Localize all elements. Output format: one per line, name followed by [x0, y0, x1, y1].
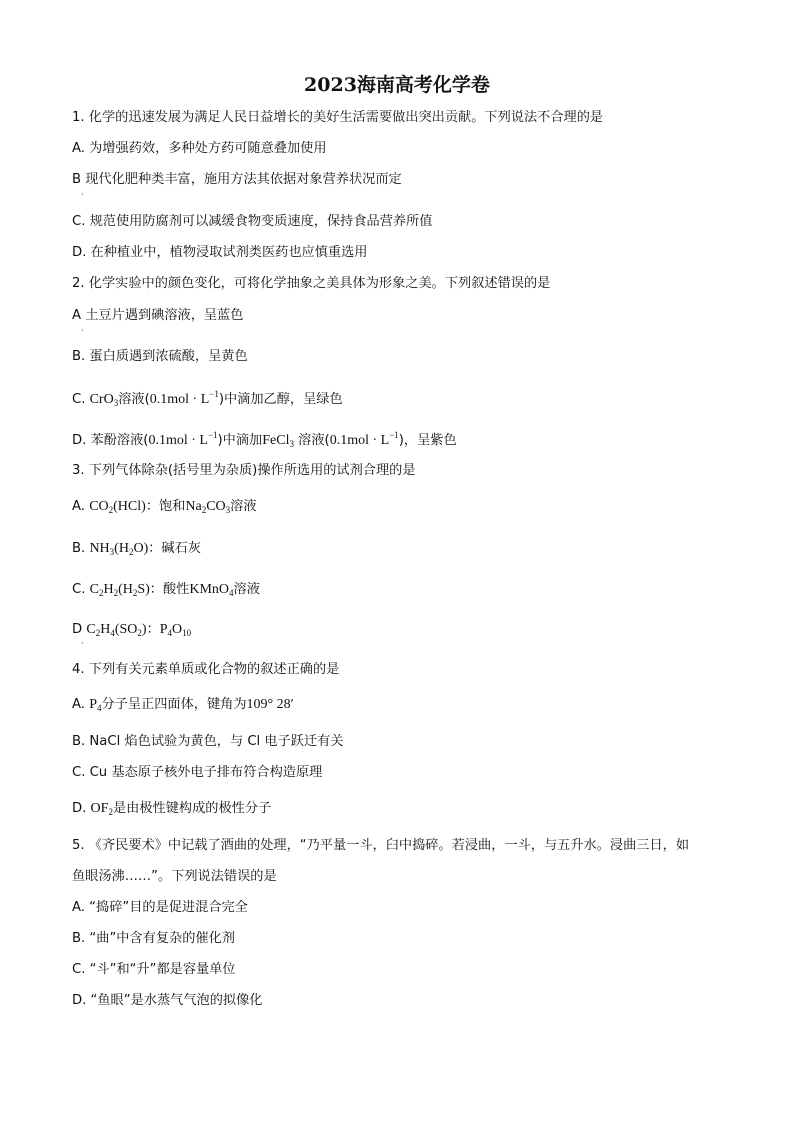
question-3-stem: 3. 下列气体除杂(括号里为杂质)操作所选用的试剂合理的是: [72, 463, 416, 478]
question-4-option-b: B. NaCl 焰色试验为黄色，与 Cl 电子跃迁有关: [72, 734, 344, 749]
question-4-option-c: C. Cu 基态原子核外电子排布符合构造原理: [72, 765, 323, 780]
question-5-option-c: C. “斗”和“升”都是容量单位: [72, 962, 236, 977]
question-2-stem: 2. 化学实验中的颜色变化，可将化学抽象之美具体为形象之美。下列叙述错误的是: [72, 276, 551, 291]
question-3-option-d: D $C_2H_4(SO_2)$：$P_4O_{10}$: [72, 622, 192, 638]
question-2-option-b: B. 蛋白质遇到浓硫酸，呈黄色: [72, 349, 248, 364]
question-4-option-d: D. $OF_2$是由极性键构成的极性分子: [72, 801, 272, 817]
question-3-option-b: B. $NH_3(H_2O)$：碱石灰: [72, 541, 201, 557]
question-1-option-b: B 现代化肥种类丰富，施用方法其依据对象营养状况而定: [72, 172, 402, 187]
option-marker-dot: ·: [81, 190, 84, 199]
question-1-option-d: D. 在种植业中，植物浸取试剂类医药也应慎重选用: [72, 245, 368, 260]
question-4-stem: 4. 下列有关元素单质或化合物的叙述正确的是: [72, 662, 340, 677]
question-3-option-c: C. $C_2H_2(H_2S)$：酸性KMnO$_4$溶液: [72, 582, 260, 598]
question-4-option-a: A. $P_4$分子呈正四面体，键角为109° 28′: [72, 697, 294, 713]
question-2-option-a: A 土豆片遇到碘溶液，呈蓝色: [72, 308, 244, 323]
option-marker-dot: ·: [81, 639, 84, 648]
question-1-stem: 1. 化学的迅速发展为满足人民日益增长的美好生活需要做出突出贡献。下列说法不合理的是: [72, 110, 604, 125]
question-3-option-a: A. $CO_2(HCl)$：饱和$Na_2CO_3$溶液: [72, 499, 257, 515]
question-5-stem-line-1: 5. 《齐民要术》中记载了酒曲的处理，“乃平量一斗，臼中捣碎。若浸曲，一斗，与五升水。浸曲三日，如: [72, 838, 690, 853]
page-title: 2023海南高考化学卷: [304, 74, 490, 96]
question-2-option-c: C. CrO$_3$溶液$(0.1mol \cdot L^{-1})$中滴加乙醇，呈绿色: [72, 389, 343, 408]
option-marker-dot: ·: [81, 326, 84, 335]
question-5-option-a: A. “捣碎”目的是促进混合完全: [72, 900, 248, 915]
question-2-option-d: D. 苯酚溶液$(0.1mol \cdot L^{-1})$中滴加FeCl$_3$ 溶液$(0.1mol \cdot L^{-1})$，呈紫色: [72, 430, 457, 449]
question-1-option-a: A. 为增强药效，多种处方药可随意叠加使用: [72, 141, 327, 156]
question-5-stem-line-2: 鱼眼汤沸……”。下列说法错误的是: [72, 869, 277, 884]
question-1-option-c: C. 规范使用防腐剂可以减缓食物变质速度，保持食品营养所值: [72, 214, 433, 229]
question-5-option-d: D. “鱼眼”是水蒸气气泡的拟像化: [72, 993, 263, 1008]
question-5-option-b: B. “曲”中含有复杂的催化剂: [72, 931, 235, 946]
